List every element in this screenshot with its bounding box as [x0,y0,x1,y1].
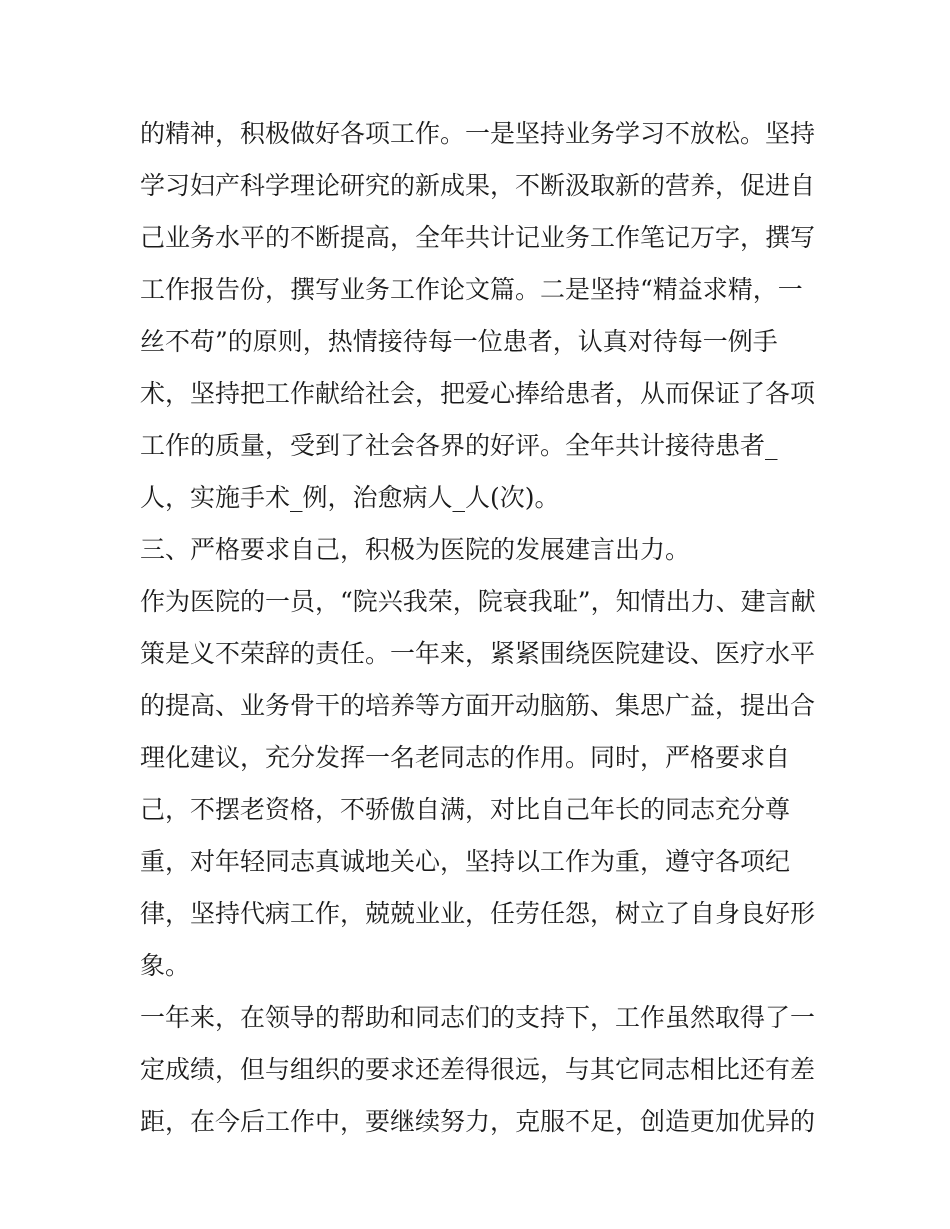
text-line: 理化建议，充分发挥一名老同志的作用。同时，严格要求自 [140,743,791,772]
text-line: 学习妇产科学理论研究的新成果，不断汲取新的营养，促进自 [140,171,816,200]
text-line: 作为医院的一员，“院兴我荣，院衰我耻”，知情出力、建言献 [140,587,816,616]
text-line: 人，实施手术_例，治愈病人_人(次)。 [140,483,560,512]
text-line: 定成绩，但与组织的要求还差得很远，与其它同志相比还有差 [140,1055,816,1084]
document-body [140,108,820,1148]
text-line: 距，在今后工作中，要继续努力，克服不足，创造更加优异的 [140,1107,816,1136]
text-line: 策是义不荣辞的责任。一年来，紧紧围绕医院建设、医疗水平 [140,639,816,668]
text-line: 一年来，在领导的帮助和同志们的支持下，工作虽然取得了一 [140,1003,816,1032]
text-line: 的精神，积极做好各项工作。一是坚持业务学习不放松。坚持 [140,119,816,148]
text-line: 象。 [140,951,191,980]
text-line: 重，对年轻同志真诚地关心，坚持以工作为重，遵守各项纪 [140,847,791,876]
text-line: 丝不苟”的原则，热情接待每一位患者，认真对待每一例手 [140,327,778,356]
text-line: 律，坚持代病工作，兢兢业业，任劳任怨，树立了自身良好形 [140,899,816,928]
section-heading: 三、严格要求自己，积极为医院的发展建言出力。 [140,535,691,564]
text-line: 的提高、业务骨干的培养等方面开动脑筋、集思广益，提出合 [140,691,816,720]
text-line: 工作的质量，受到了社会各界的好评。全年共计接待患者_ [140,431,778,460]
text-line: 术，坚持把工作献给社会，把爱心捧给患者，从而保证了各项 [140,379,816,408]
text-line: 己，不摆老资格，不骄傲自满，对比自己年长的同志充分尊 [140,795,791,824]
text-line: 己业务水平的不断提高，全年共计记业务工作笔记万字，撰写 [140,223,816,252]
text-line: 工作报告份，撰写业务工作论文篇。二是坚持“精益求精，一 [140,275,803,304]
